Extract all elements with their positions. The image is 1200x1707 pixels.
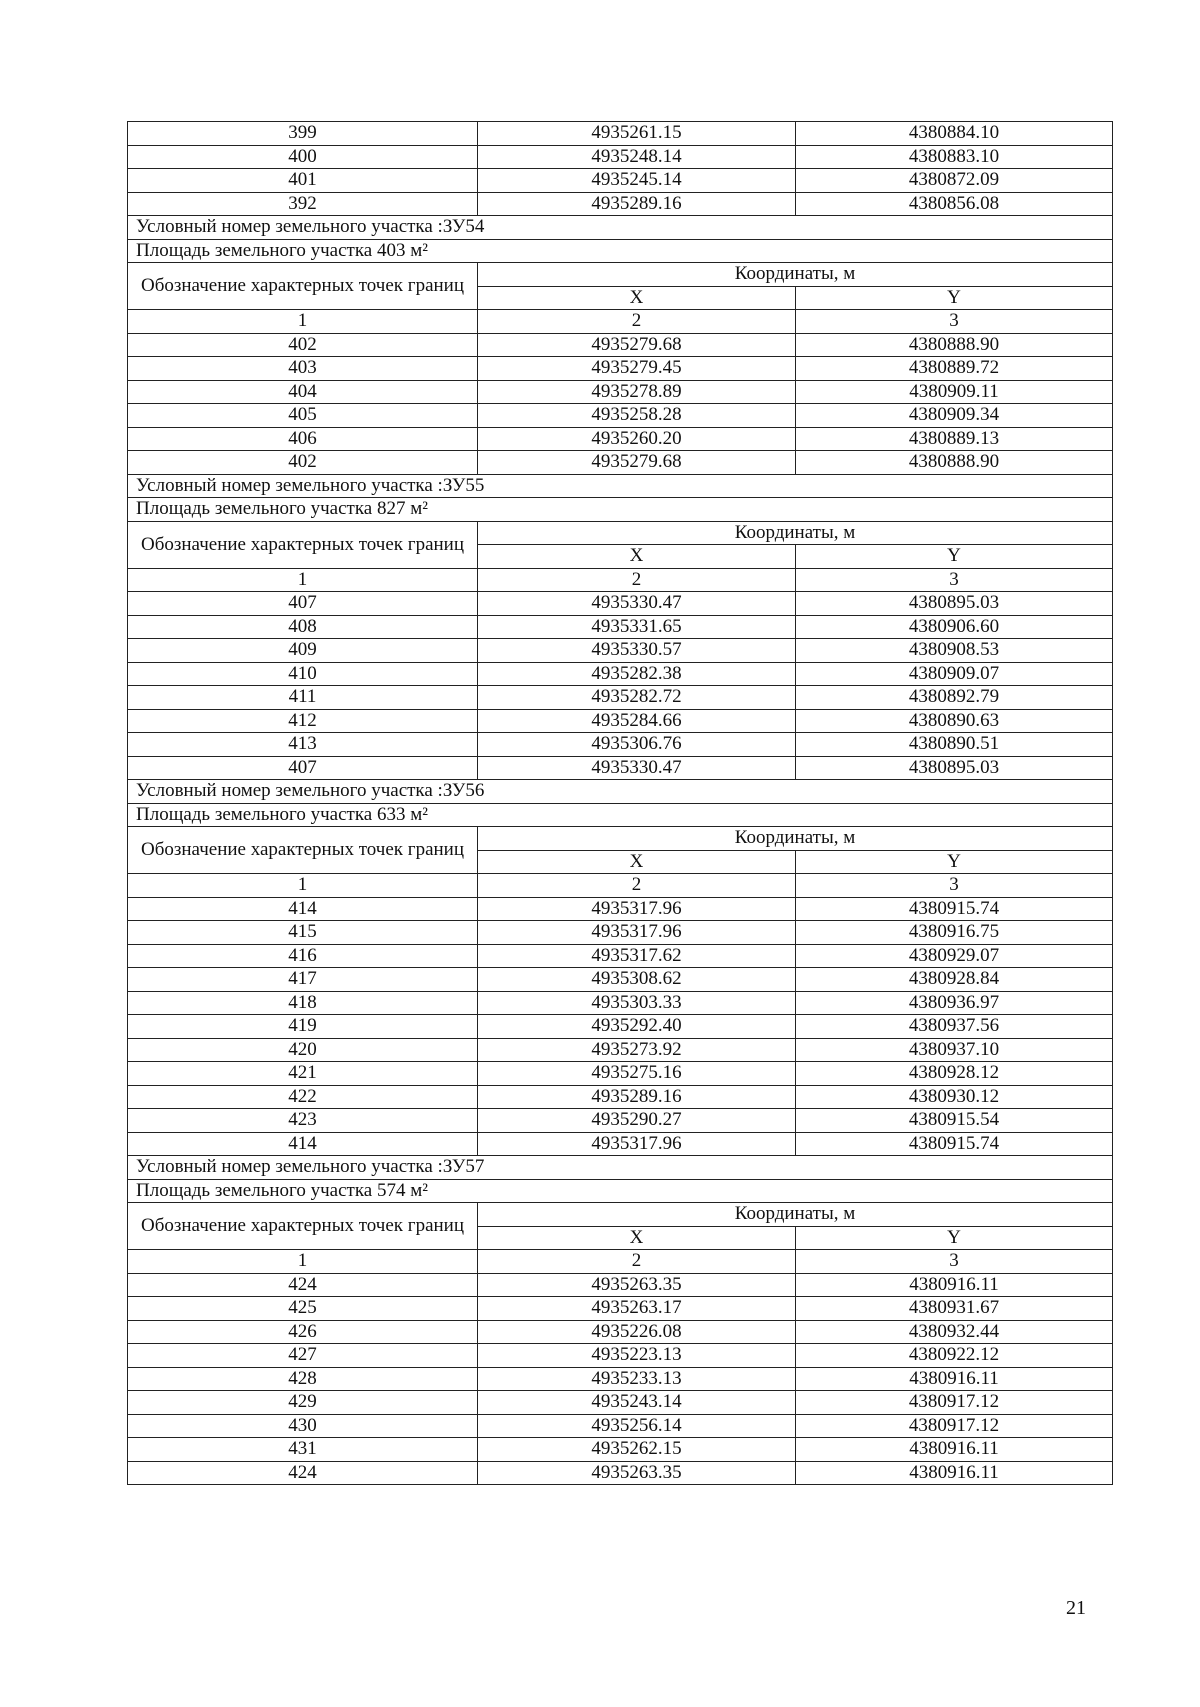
point-id-cell: 417 — [128, 968, 478, 992]
point-id-cell: 427 — [128, 1344, 478, 1368]
column-number-1: 1 — [128, 1250, 478, 1274]
point-id-cell: 392 — [128, 192, 478, 216]
point-id-cell: 420 — [128, 1038, 478, 1062]
table-row — [128, 1015, 1113, 1039]
point-id-cell: 402 — [128, 333, 478, 357]
y-coordinate-cell: 4380888.90 — [796, 333, 1113, 357]
x-coordinate-cell: 4935317.96 — [478, 921, 796, 945]
coordinates-header: Координаты, м — [478, 827, 1113, 851]
table-row — [128, 1438, 1113, 1462]
table-row — [128, 404, 1113, 428]
y-header: Y — [796, 545, 1113, 569]
x-coordinate-cell: 4935279.68 — [478, 333, 796, 357]
column-number-1: 1 — [128, 568, 478, 592]
point-id-cell: 407 — [128, 592, 478, 616]
table-row — [128, 1391, 1113, 1415]
x-coordinate-cell: 4935256.14 — [478, 1414, 796, 1438]
point-id-cell: 431 — [128, 1438, 478, 1462]
table-row — [128, 1085, 1113, 1109]
point-id-cell: 428 — [128, 1367, 478, 1391]
y-header: Y — [796, 1226, 1113, 1250]
parcel-number-label: Условный номер земельного участка :ЗУ56 — [128, 780, 1113, 804]
column-number-3: 3 — [796, 568, 1113, 592]
table-row — [128, 639, 1113, 663]
y-coordinate-cell: 4380937.10 — [796, 1038, 1113, 1062]
point-id-cell: 410 — [128, 662, 478, 686]
x-coordinate-cell: 4935245.14 — [478, 169, 796, 193]
y-coordinate-cell: 4380932.44 — [796, 1320, 1113, 1344]
table-row — [128, 921, 1113, 945]
parcel-area-row — [128, 803, 1113, 827]
table-row — [128, 968, 1113, 992]
y-coordinate-cell: 4380889.72 — [796, 357, 1113, 381]
point-id-cell: 403 — [128, 357, 478, 381]
y-coordinate-cell: 4380884.10 — [796, 122, 1113, 146]
x-header: X — [478, 545, 796, 569]
column-number-3: 3 — [796, 874, 1113, 898]
table-row — [128, 145, 1113, 169]
table-row — [128, 944, 1113, 968]
point-id-cell: 412 — [128, 709, 478, 733]
table-row — [128, 1109, 1113, 1133]
parcel-area-row — [128, 239, 1113, 263]
x-coordinate-cell: 4935290.27 — [478, 1109, 796, 1133]
coordinates-header: Координаты, м — [478, 521, 1113, 545]
y-coordinate-cell: 4380916.11 — [796, 1273, 1113, 1297]
x-coordinate-cell: 4935292.40 — [478, 1015, 796, 1039]
point-id-cell: 401 — [128, 169, 478, 193]
point-id-cell: 405 — [128, 404, 478, 428]
point-id-cell: 414 — [128, 897, 478, 921]
column-number-2: 2 — [478, 310, 796, 334]
x-coordinate-cell: 4935263.17 — [478, 1297, 796, 1321]
coordinates-table — [127, 121, 1113, 1485]
point-id-cell: 415 — [128, 921, 478, 945]
page-number: 21 — [1066, 1597, 1086, 1619]
points-header: Обозначение характерных точек границ — [128, 827, 478, 874]
x-header: X — [478, 1226, 796, 1250]
point-id-cell: 400 — [128, 145, 478, 169]
y-coordinate-cell: 4380890.63 — [796, 709, 1113, 733]
y-coordinate-cell: 4380889.13 — [796, 427, 1113, 451]
header-row — [128, 521, 1113, 545]
point-id-cell: 406 — [128, 427, 478, 451]
table-row — [128, 1132, 1113, 1156]
point-id-cell: 413 — [128, 733, 478, 757]
table-row — [128, 709, 1113, 733]
x-header: X — [478, 850, 796, 874]
column-number-3: 3 — [796, 310, 1113, 334]
table-row — [128, 756, 1113, 780]
table-row — [128, 1320, 1113, 1344]
table-row — [128, 991, 1113, 1015]
y-coordinate-cell: 4380915.74 — [796, 1132, 1113, 1156]
x-coordinate-cell: 4935258.28 — [478, 404, 796, 428]
x-coordinate-cell: 4935261.15 — [478, 122, 796, 146]
x-coordinate-cell: 4935243.14 — [478, 1391, 796, 1415]
point-id-cell: 418 — [128, 991, 478, 1015]
table-row — [128, 169, 1113, 193]
y-coordinate-cell: 4380856.08 — [796, 192, 1113, 216]
y-coordinate-cell: 4380916.11 — [796, 1367, 1113, 1391]
x-coordinate-cell: 4935226.08 — [478, 1320, 796, 1344]
parcel-area-label: Площадь земельного участка 827 м² — [128, 498, 1113, 522]
header-row — [128, 827, 1113, 851]
y-coordinate-cell: 4380931.67 — [796, 1297, 1113, 1321]
parcel-area-row — [128, 1179, 1113, 1203]
point-id-cell: 402 — [128, 451, 478, 475]
x-coordinate-cell: 4935223.13 — [478, 1344, 796, 1368]
point-id-cell: 425 — [128, 1297, 478, 1321]
point-id-cell: 421 — [128, 1062, 478, 1086]
parcel-number-label: Условный номер земельного участка :ЗУ54 — [128, 216, 1113, 240]
parcel-number-row — [128, 216, 1113, 240]
table-row — [128, 192, 1113, 216]
point-id-cell: 404 — [128, 380, 478, 404]
point-id-cell: 408 — [128, 615, 478, 639]
points-header: Обозначение характерных точек границ — [128, 263, 478, 310]
y-coordinate-cell: 4380909.07 — [796, 662, 1113, 686]
x-coordinate-cell: 4935263.35 — [478, 1273, 796, 1297]
table-row — [128, 1062, 1113, 1086]
x-coordinate-cell: 4935282.72 — [478, 686, 796, 710]
y-coordinate-cell: 4380908.53 — [796, 639, 1113, 663]
y-coordinate-cell: 4380922.12 — [796, 1344, 1113, 1368]
x-coordinate-cell: 4935306.76 — [478, 733, 796, 757]
y-coordinate-cell: 4380872.09 — [796, 169, 1113, 193]
y-header: Y — [796, 850, 1113, 874]
point-id-cell: 416 — [128, 944, 478, 968]
parcel-area-label: Площадь земельного участка 633 м² — [128, 803, 1113, 827]
column-number-2: 2 — [478, 1250, 796, 1274]
y-header: Y — [796, 286, 1113, 310]
x-coordinate-cell: 4935273.92 — [478, 1038, 796, 1062]
points-header: Обозначение характерных точек границ — [128, 1203, 478, 1250]
x-coordinate-cell: 4935330.47 — [478, 592, 796, 616]
x-coordinate-cell: 4935263.35 — [478, 1461, 796, 1485]
table-row — [128, 592, 1113, 616]
x-coordinate-cell: 4935282.38 — [478, 662, 796, 686]
coordinates-header: Координаты, м — [478, 1203, 1113, 1227]
y-coordinate-cell: 4380937.56 — [796, 1015, 1113, 1039]
table-row — [128, 1367, 1113, 1391]
column-number-1: 1 — [128, 874, 478, 898]
parcel-number-label: Условный номер земельного участка :ЗУ55 — [128, 474, 1113, 498]
column-numbers-row — [128, 310, 1113, 334]
y-coordinate-cell: 4380917.12 — [796, 1414, 1113, 1438]
coordinates-header: Координаты, м — [478, 263, 1113, 287]
x-coordinate-cell: 4935262.15 — [478, 1438, 796, 1462]
parcel-area-row — [128, 498, 1113, 522]
table-row — [128, 615, 1113, 639]
y-coordinate-cell: 4380929.07 — [796, 944, 1113, 968]
y-coordinate-cell: 4380928.84 — [796, 968, 1113, 992]
x-coordinate-cell: 4935284.66 — [478, 709, 796, 733]
point-id-cell: 399 — [128, 122, 478, 146]
column-number-2: 2 — [478, 568, 796, 592]
y-coordinate-cell: 4380916.75 — [796, 921, 1113, 945]
y-coordinate-cell: 4380930.12 — [796, 1085, 1113, 1109]
y-coordinate-cell: 4380892.79 — [796, 686, 1113, 710]
table-row — [128, 451, 1113, 475]
table-row — [128, 897, 1113, 921]
point-id-cell: 424 — [128, 1273, 478, 1297]
parcel-number-row — [128, 1156, 1113, 1180]
y-coordinate-cell: 4380906.60 — [796, 615, 1113, 639]
x-header: X — [478, 286, 796, 310]
table-row — [128, 380, 1113, 404]
x-coordinate-cell: 4935308.62 — [478, 968, 796, 992]
column-number-2: 2 — [478, 874, 796, 898]
table-row — [128, 427, 1113, 451]
point-id-cell: 424 — [128, 1461, 478, 1485]
point-id-cell: 422 — [128, 1085, 478, 1109]
y-coordinate-cell: 4380936.97 — [796, 991, 1113, 1015]
x-coordinate-cell: 4935279.68 — [478, 451, 796, 475]
y-coordinate-cell: 4380917.12 — [796, 1391, 1113, 1415]
x-coordinate-cell: 4935330.47 — [478, 756, 796, 780]
x-coordinate-cell: 4935248.14 — [478, 145, 796, 169]
y-coordinate-cell: 4380888.90 — [796, 451, 1113, 475]
point-id-cell: 414 — [128, 1132, 478, 1156]
column-numbers-row — [128, 568, 1113, 592]
coordinates-sheet — [127, 121, 1112, 1485]
x-coordinate-cell: 4935289.16 — [478, 192, 796, 216]
table-row — [128, 733, 1113, 757]
y-coordinate-cell: 4380883.10 — [796, 145, 1113, 169]
x-coordinate-cell: 4935303.33 — [478, 991, 796, 1015]
x-coordinate-cell: 4935278.89 — [478, 380, 796, 404]
y-coordinate-cell: 4380915.54 — [796, 1109, 1113, 1133]
points-header: Обозначение характерных точек границ — [128, 521, 478, 568]
table-row — [128, 1273, 1113, 1297]
point-id-cell: 411 — [128, 686, 478, 710]
x-coordinate-cell: 4935330.57 — [478, 639, 796, 663]
x-coordinate-cell: 4935317.96 — [478, 1132, 796, 1156]
x-coordinate-cell: 4935275.16 — [478, 1062, 796, 1086]
table-row — [128, 122, 1113, 146]
table-row — [128, 1461, 1113, 1485]
y-coordinate-cell: 4380909.34 — [796, 404, 1113, 428]
y-coordinate-cell: 4380928.12 — [796, 1062, 1113, 1086]
column-number-3: 3 — [796, 1250, 1113, 1274]
table-row — [128, 333, 1113, 357]
y-coordinate-cell: 4380909.11 — [796, 380, 1113, 404]
x-coordinate-cell: 4935317.96 — [478, 897, 796, 921]
table-row — [128, 1038, 1113, 1062]
y-coordinate-cell: 4380915.74 — [796, 897, 1113, 921]
x-coordinate-cell: 4935279.45 — [478, 357, 796, 381]
parcel-area-label: Площадь земельного участка 403 м² — [128, 239, 1113, 263]
parcel-area-label: Площадь земельного участка 574 м² — [128, 1179, 1113, 1203]
y-coordinate-cell: 4380895.03 — [796, 592, 1113, 616]
y-coordinate-cell: 4380916.11 — [796, 1438, 1113, 1462]
point-id-cell: 409 — [128, 639, 478, 663]
parcel-number-row — [128, 474, 1113, 498]
point-id-cell: 430 — [128, 1414, 478, 1438]
table-row — [128, 357, 1113, 381]
y-coordinate-cell: 4380916.11 — [796, 1461, 1113, 1485]
parcel-number-row — [128, 780, 1113, 804]
column-numbers-row — [128, 874, 1113, 898]
x-coordinate-cell: 4935331.65 — [478, 615, 796, 639]
table-row — [128, 1344, 1113, 1368]
point-id-cell: 429 — [128, 1391, 478, 1415]
x-coordinate-cell: 4935317.62 — [478, 944, 796, 968]
table-row — [128, 1297, 1113, 1321]
y-coordinate-cell: 4380890.51 — [796, 733, 1113, 757]
header-row — [128, 263, 1113, 287]
table-row — [128, 662, 1113, 686]
x-coordinate-cell: 4935260.20 — [478, 427, 796, 451]
column-numbers-row — [128, 1250, 1113, 1274]
point-id-cell: 419 — [128, 1015, 478, 1039]
y-coordinate-cell: 4380895.03 — [796, 756, 1113, 780]
header-row — [128, 1203, 1113, 1227]
point-id-cell: 423 — [128, 1109, 478, 1133]
x-coordinate-cell: 4935289.16 — [478, 1085, 796, 1109]
column-number-1: 1 — [128, 310, 478, 334]
table-row — [128, 686, 1113, 710]
parcel-number-label: Условный номер земельного участка :ЗУ57 — [128, 1156, 1113, 1180]
point-id-cell: 407 — [128, 756, 478, 780]
point-id-cell: 426 — [128, 1320, 478, 1344]
x-coordinate-cell: 4935233.13 — [478, 1367, 796, 1391]
table-row — [128, 1414, 1113, 1438]
